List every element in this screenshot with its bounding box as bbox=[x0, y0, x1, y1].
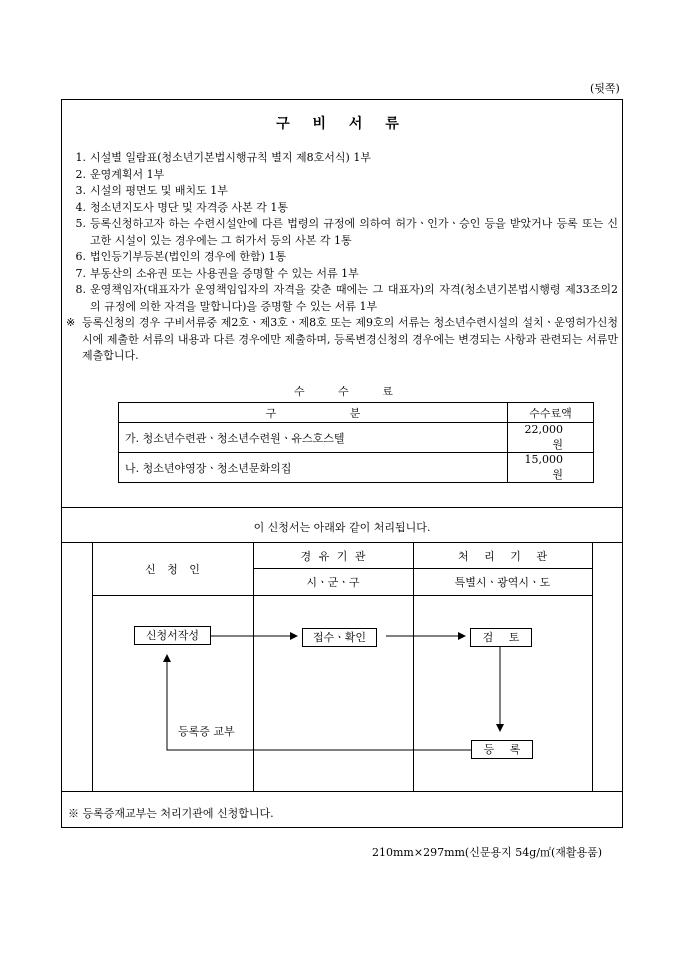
step-register: 등 록 bbox=[471, 740, 533, 759]
step-write-application: 신청서작성 bbox=[134, 626, 211, 645]
via-agency-sub: 시ㆍ군ㆍ구 bbox=[306, 576, 360, 589]
fee-title: 수 수 료 bbox=[294, 385, 394, 398]
process-caption: 이 신청서는 아래와 같이 처리됩니다. bbox=[253, 521, 431, 534]
item-number: 3. bbox=[75, 184, 86, 197]
item-text: 법인등기부등본(법인의 경우에 한함) 1통 bbox=[90, 250, 287, 263]
step-review: 검 토 bbox=[470, 628, 532, 647]
handling-agency-sub: 특별시ㆍ광역시ㆍ도 bbox=[454, 576, 551, 589]
issue-certificate-label: 등록증 교부 bbox=[178, 725, 235, 738]
paper-spec: 210mm×297mm(신문용지 54g/㎡(재활용품) bbox=[372, 846, 603, 859]
item-number: 6. bbox=[75, 250, 86, 263]
fee-category: 가. 청소년수련관ㆍ청소년수련원ㆍ유스호스텔 bbox=[119, 423, 508, 453]
item-text: 시설의 평면도 및 배치도 1부 bbox=[90, 184, 228, 197]
fee-category: 나. 청소년야영장ㆍ청소년문화의집 bbox=[119, 453, 508, 483]
note-mark: ※ bbox=[66, 316, 76, 329]
applicant-header: 신 청 인 bbox=[145, 563, 200, 576]
item-text: 청소년지도사 명단 및 자격증 사본 각 1통 bbox=[90, 200, 288, 214]
item-text: 시설별 일람표(청소년기본법시행규칙 별지 제8호서식) 1부 bbox=[90, 151, 371, 164]
fee-amount: 15,000원 bbox=[508, 453, 594, 483]
item-number: 5. bbox=[75, 217, 86, 230]
item-number: 1. bbox=[75, 151, 86, 164]
header-category: 구 분 bbox=[119, 403, 508, 423]
via-agency-header: 경 유 기 관 bbox=[300, 550, 366, 563]
item-number: 7. bbox=[75, 266, 86, 280]
handling-agency-header: 처 리 기 관 bbox=[458, 550, 547, 563]
back-side-label: (뒷쪽) bbox=[590, 82, 620, 95]
header-amount: 수수료액 bbox=[508, 403, 594, 423]
item-text: 등록신청하고자 하는 수련시설안에 다른 법령의 규정에 의하여 허가ㆍ인가ㆍ승인 등을 받았거나 등록 또는 신고한 시설이 있는 경우에는 그 허가서 등의 사본 각 1통 bbox=[90, 217, 618, 247]
note-text: 등록신청의 경우 구비서류중 제2호ㆍ제3호ㆍ제8호 또는 제9호의 서류는 청소년수련시설의 설치ㆍ운영허가신청시에 제출한 서류의 내용과 다른 경우에만 제출하며, 등록변경신청의 경우에는 변경되는 사항과 관련되는 서류만 제출합니다. bbox=[82, 316, 618, 362]
item-text: 운영계획서 1부 bbox=[90, 167, 165, 181]
step-receive-confirm: 접수ㆍ확인 bbox=[302, 628, 377, 647]
item-text: 부동산의 소유권 또는 사용권을 증명할 수 있는 서류 1부 bbox=[90, 266, 359, 280]
fee-amount: 22,000원 bbox=[508, 423, 594, 453]
item-text: 운영책임자(대표자가 운영책임입자의 자격을 갖춘 때에는 그 대표자)의 자격(청소년기본법시행령 제33조의2의 규정에 의한 자격을 말합니다)을 증명할 수 있는 서류 1부 bbox=[90, 283, 618, 313]
required-documents-title: 구 비 서 류 bbox=[276, 116, 408, 132]
item-number: 8. bbox=[75, 283, 86, 296]
reissue-note: ※ 등록증재교부는 처리기관에 신청합니다. bbox=[68, 807, 274, 820]
item-number: 2. bbox=[75, 167, 86, 181]
item-number: 4. bbox=[75, 200, 86, 214]
